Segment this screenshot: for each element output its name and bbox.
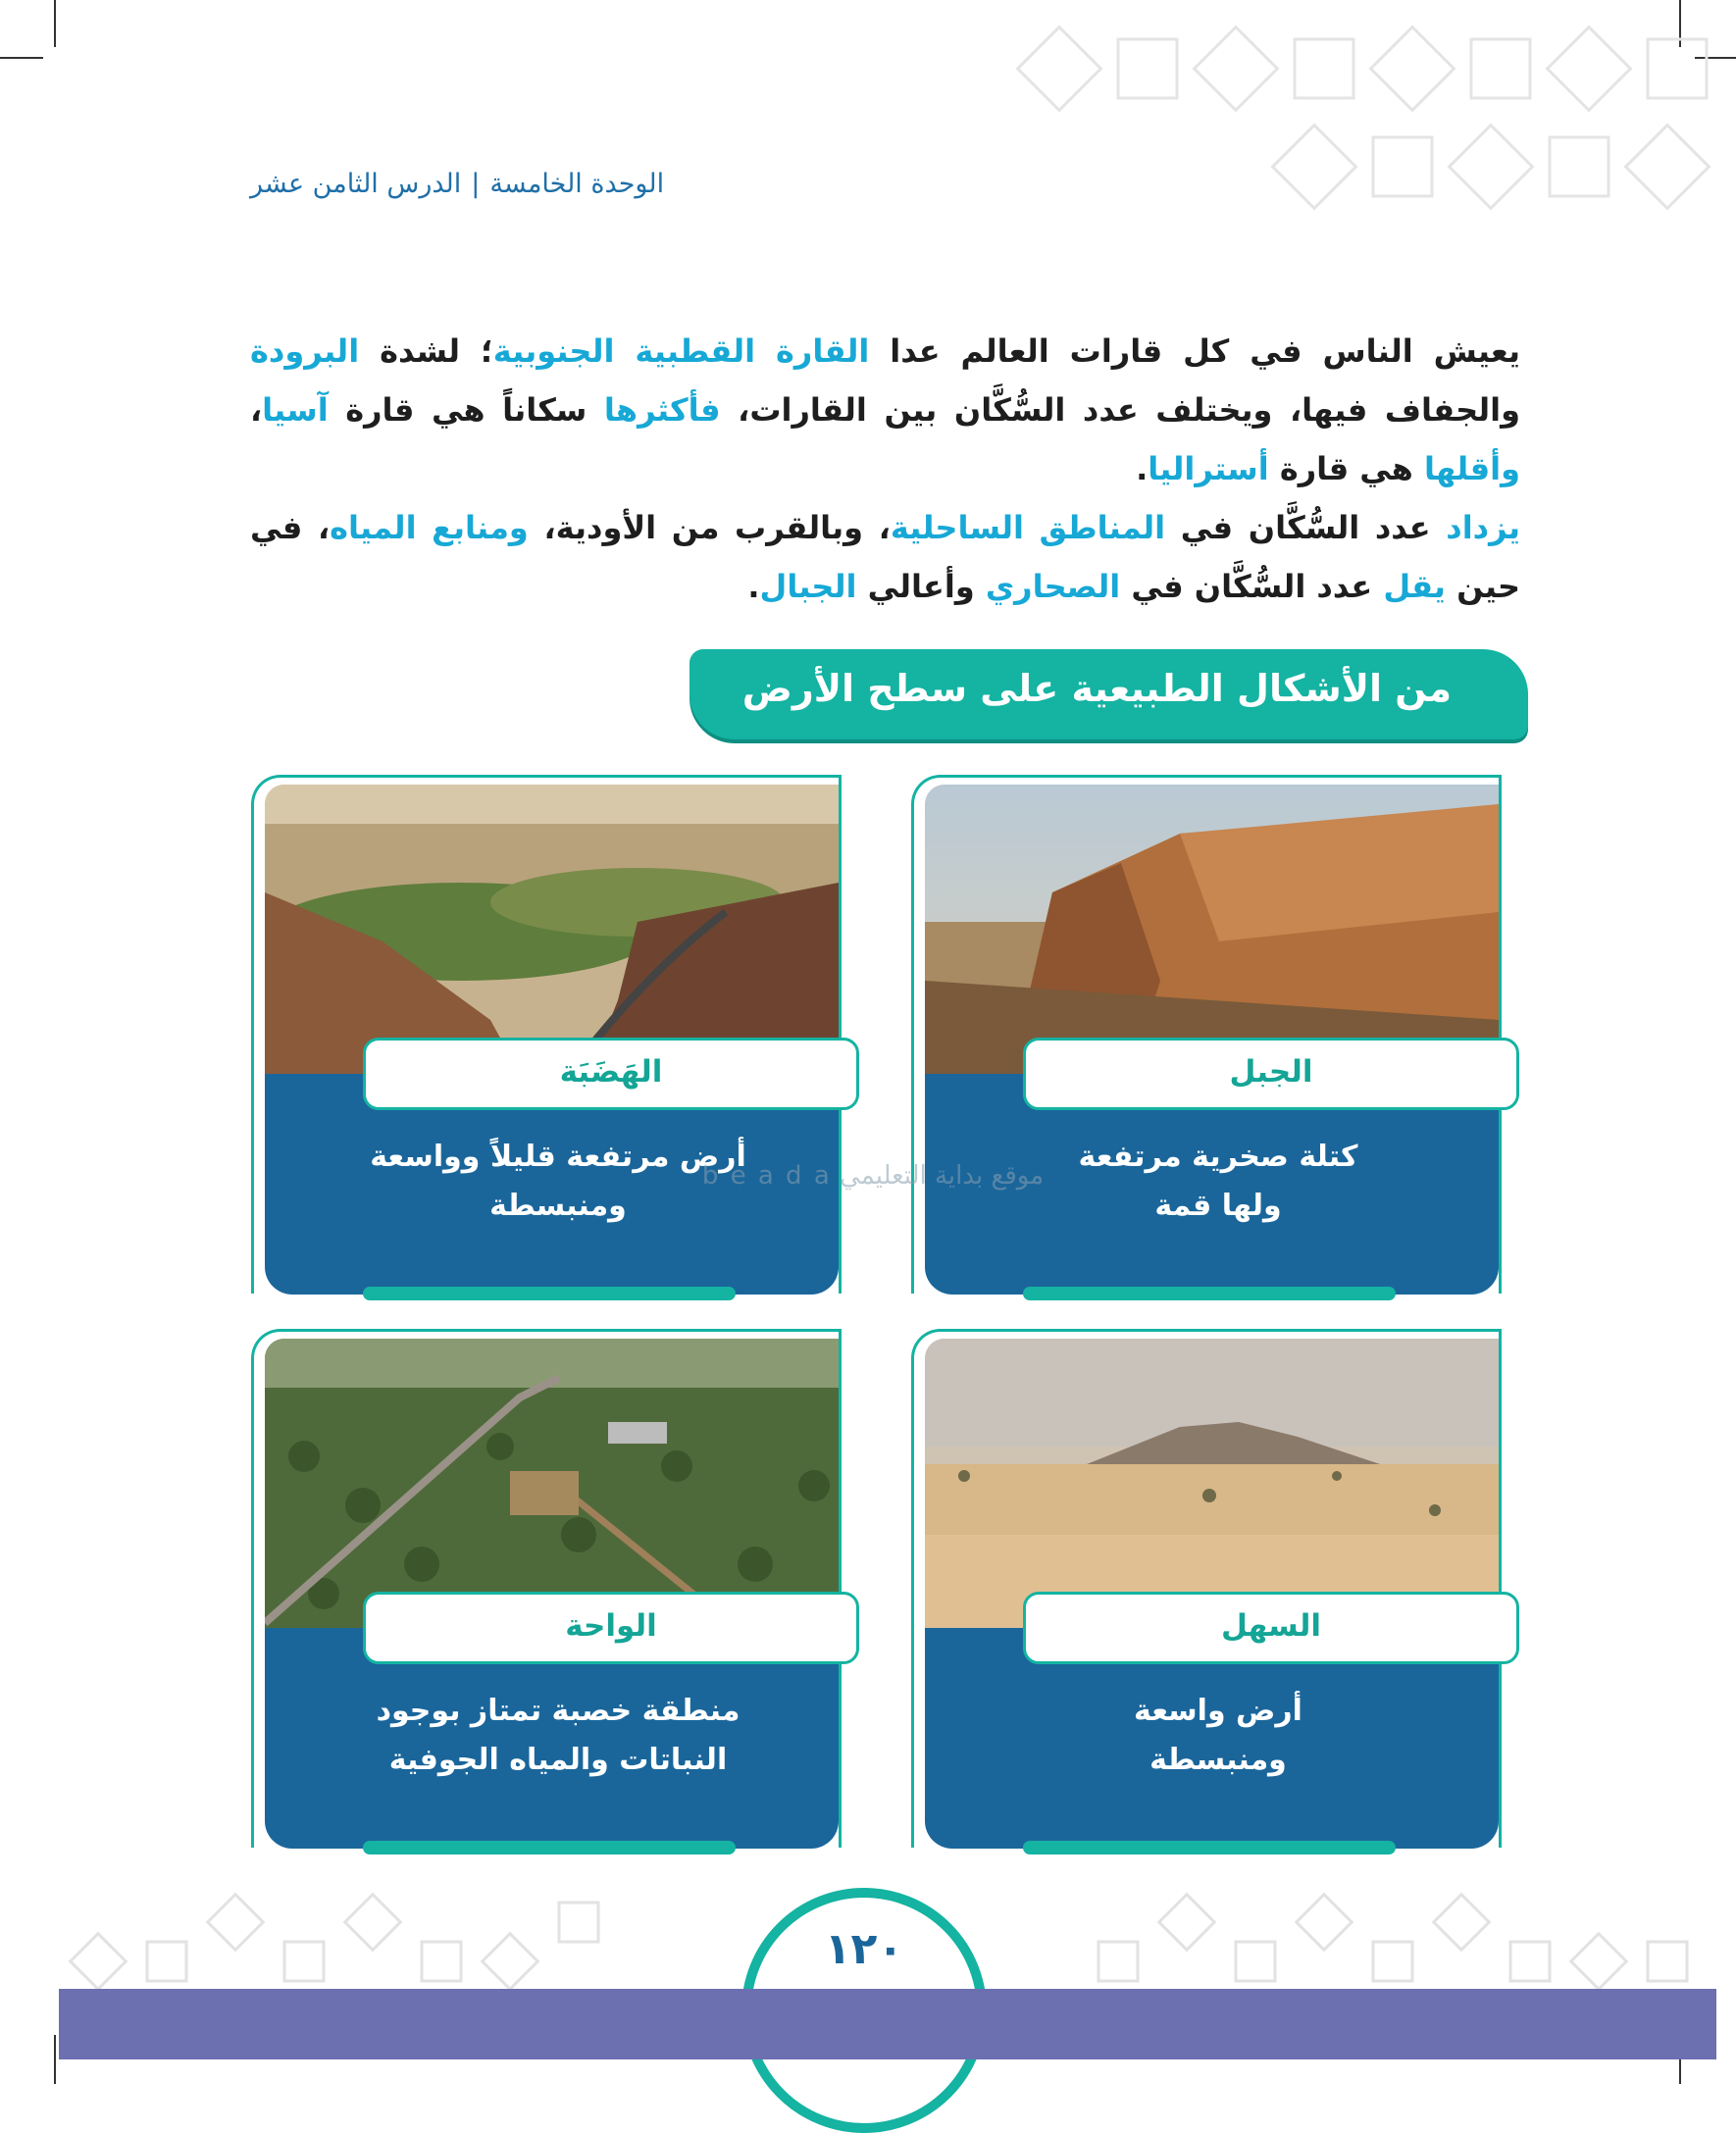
unit-label: الوحدة الخامسة	[489, 169, 665, 199]
header-separator: |	[471, 169, 481, 199]
card-title-box	[1023, 1592, 1519, 1664]
description-line: ومنبسطة	[1149, 1743, 1287, 1777]
description-line: ومنبسطة	[489, 1189, 627, 1223]
oasis-photo	[265, 1339, 839, 1628]
text-run: عدد السُّكَّان في	[1120, 568, 1384, 605]
text-run: والجفاف فيها، ويختلف عدد السُّكَّان بين القارات،	[720, 391, 1521, 429]
card-plain	[925, 1339, 1511, 1863]
card-title-box	[363, 1038, 859, 1110]
highlight-term: فأكثرها	[603, 391, 721, 429]
card-title: الجبل	[1229, 1054, 1313, 1090]
plateau-photo	[265, 785, 839, 1074]
intro-paragraph	[250, 322, 1520, 498]
text-run: ؛ لشدة	[359, 332, 493, 370]
card-accent-bar	[1023, 1841, 1396, 1854]
card-title: الواحة	[565, 1608, 657, 1644]
crop-mark	[54, 2035, 56, 2084]
description-line: ولها قمة	[1154, 1189, 1282, 1223]
crop-mark	[0, 57, 43, 59]
description-line: أرض مرتفعة قليلاً وواسعة	[370, 1140, 746, 1174]
text-run: ، في حين	[250, 509, 1520, 605]
card-title-box	[1023, 1038, 1519, 1110]
decorative-pattern-top	[991, 0, 1736, 255]
highlight-term: الصحاري	[985, 568, 1121, 605]
section-title-banner	[689, 649, 1528, 739]
highlight-term: وأقلها	[1423, 450, 1520, 487]
description-line: كتلة صخرية مرتفعة	[1078, 1140, 1358, 1174]
card-oasis	[265, 1339, 851, 1863]
population-paragraph	[250, 498, 1520, 616]
description-line: أرض واسعة	[1134, 1694, 1302, 1728]
description-line: النباتات والمياه الجوفية	[388, 1743, 728, 1777]
highlight-term: يقل	[1383, 568, 1446, 605]
highlight-term: يزداد	[1446, 509, 1521, 546]
description-line: منطقة خصبة تمتاز بوجود	[376, 1694, 740, 1728]
card-accent-bar	[363, 1287, 736, 1300]
page-number: ١٢٠	[824, 1924, 904, 1974]
text-run: سكاناً هي قارة	[328, 391, 604, 429]
section-title: من الأشكال الطبيعية على سطح الأرض	[741, 667, 1452, 710]
highlight-term: القارة القطبية الجنوبية	[492, 332, 870, 370]
card-title-box	[363, 1592, 859, 1664]
card-description	[294, 1687, 822, 1785]
text-run: يعيش الناس في كل قارات العالم عدا	[869, 332, 1521, 370]
card-plateau	[265, 785, 851, 1309]
text-run: ، وبالقرب من الأودية،	[528, 509, 891, 546]
lesson-label: الدرس الثامن عشر	[250, 169, 462, 199]
card-mountain	[925, 785, 1511, 1309]
card-accent-bar	[1023, 1287, 1396, 1300]
footer-band-overlay	[741, 1989, 987, 2059]
text-run: .	[747, 568, 760, 605]
watermark: موقع بداية التعليمي b e a d a	[701, 1161, 1045, 1191]
plain-photo	[925, 1339, 1499, 1628]
card-accent-bar	[363, 1841, 736, 1854]
highlight-term: آسيا	[262, 391, 329, 429]
text-run: هي قارة	[1268, 450, 1424, 487]
card-description	[954, 1687, 1482, 1785]
text-run: ،	[250, 391, 263, 429]
text-run: وأعالي	[856, 568, 986, 605]
crop-mark	[54, 0, 56, 47]
highlight-term: ومنابع المياه	[330, 509, 529, 546]
highlight-term: المناطق الساحلية	[890, 509, 1166, 546]
text-run: عدد السُّكَّان في	[1165, 509, 1447, 546]
unit-lesson-header	[250, 169, 760, 199]
highlight-term: البرودة	[250, 332, 360, 370]
mountain-photo	[925, 785, 1499, 1074]
highlight-term: أستراليا	[1148, 450, 1269, 487]
card-title: السهل	[1221, 1608, 1321, 1644]
card-title: الهَضَبَة	[559, 1054, 663, 1090]
highlight-term: الجبال	[759, 568, 857, 605]
text-run: .	[1136, 450, 1149, 487]
